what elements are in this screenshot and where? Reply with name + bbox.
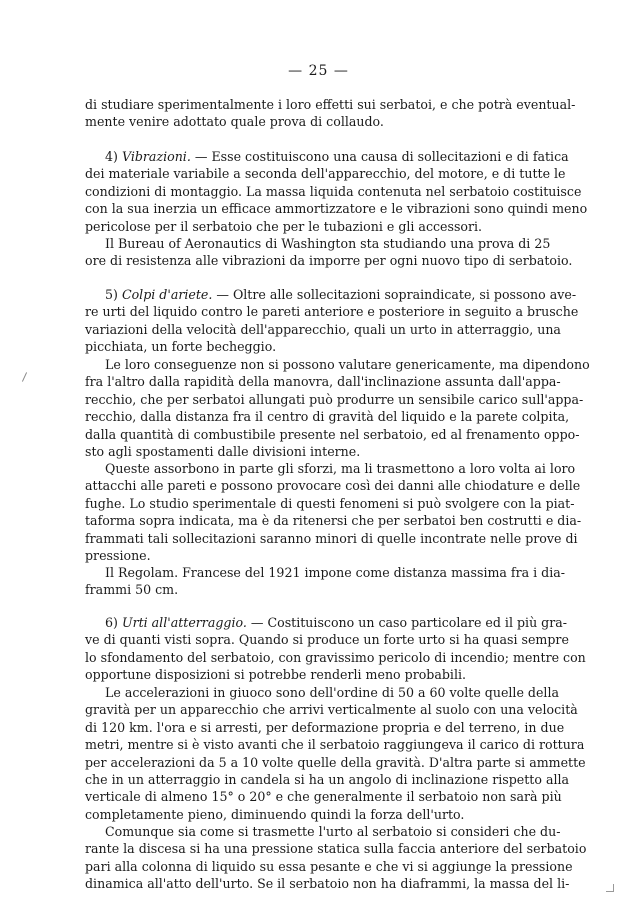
paragraph-conseguenze: [85, 356, 590, 460]
text-line: per accelerazioni da 5 a 10 volte quelle della gravità. D'altra parte si ammette: [85, 754, 586, 770]
paragraph-comunque: [85, 823, 587, 893]
section-heading-line: [85, 148, 569, 165]
section-heading-line: [85, 286, 577, 303]
text-line: recchio, che per serbatoi allungati può produrre un sensibile carico sull'appa-: [85, 391, 584, 407]
text-line: pressione.: [85, 548, 151, 564]
text-line: attacchi alle pareti e possono provocare così dei danni alle chiodature e delle: [85, 478, 581, 494]
margin-scan-mark: [22, 372, 27, 381]
text-line: condizioni di montaggio. La massa liquida contenuta nel serbatoio costituisce: [85, 183, 582, 199]
text-line: Il Regolam. Francese del 1921 impone come distanza massima fra i dia-: [105, 565, 565, 580]
text-line: metri, mentre si è visto avanti che il serbatoio raggiungeva il carico di rottura: [85, 737, 585, 753]
text-line: fra l'altro dalla rapidità della manovra, dall'inclinazione assunta dall'appa-: [85, 374, 561, 390]
page-number: — 25 —: [288, 63, 349, 79]
text-line: fughe. Lo studio sperimentale di questi fenomeni si può svolgere con la piat-: [85, 495, 575, 511]
text-line: di studiare sperimentalmente i loro effetti sui serbatoi, e che potrà eventual-: [85, 97, 576, 112]
section-heading-line: [85, 614, 568, 631]
text-line: dei materiale variabile a seconda dell'apparecchio, del motore, e di tutte le: [85, 166, 566, 182]
paragraph-regolam: [85, 564, 565, 599]
text-line: che in un atterraggio in candela si ha un angolo di inclinazione rispetto alla: [85, 772, 570, 788]
text-line: Queste assorbono in parte gli sforzi, ma li trasmettono a loro volta ai loro: [105, 461, 576, 476]
text-line: Le accelerazioni in giuoco sono dell'ordine di 50 a 60 volte quelle della: [105, 685, 559, 700]
text-line: recchio, dalla distanza fra il centro di gravità del liquido e la parete colpita,: [85, 409, 570, 425]
section-title: Vibrazioni.: [121, 149, 191, 164]
text-line: gravità per un apparecchio che arrivi verticalmente al suolo con una velocità: [85, 702, 578, 718]
paragraph-intro: [85, 96, 576, 131]
text-line: frammi 50 cm.: [85, 582, 179, 598]
text-line: Comunque sia come si trasmette l'urto al serbatoio si consideri che du-: [105, 824, 561, 839]
text-line: verticale di almeno 15° o 20° e che generalmente il serbatoio non sarà più: [85, 789, 562, 805]
text-line: ve di quanti visti sopra. Quando si produce un forte urto si ha quasi sempre: [85, 632, 569, 648]
corner-scan-mark: [606, 884, 614, 892]
text-line: re urti del liquido contro le pareti anteriore e posteriore in seguito a brusche: [85, 304, 579, 320]
heading-line-text: — Esse costituiscono una causa di sollecitazioni e di fatica: [194, 149, 569, 164]
paragraph-bureau: [85, 235, 573, 270]
text-line: dalla quantità di combustibile presente nel serbatoio, ed al frenamento oppo-: [85, 426, 580, 442]
text-line: frammati tali sollecitazioni saranno minori di quelle incontrate nelle prove di: [85, 530, 578, 546]
text-line: pericolose per il serbatoio che per le tubazioni e gli accessori.: [85, 218, 483, 234]
text-line: opportune disposizioni si potrebbe renderli meno probabili.: [85, 667, 467, 683]
text-line: di 120 km. l'ora e si arresti, per deformazione propria e del terreno, in due: [85, 719, 565, 735]
text-line: sto agli spostamenti dalle divisioni interne.: [85, 444, 361, 460]
paragraph-accelerazioni: [85, 684, 586, 823]
text-line: Le loro conseguenze non si possono valutare genericamente, ma dipendono: [105, 357, 590, 372]
text-line: variazioni della velocità dell'apparecchio, quali un urto in atterraggio, una: [85, 321, 561, 337]
text-line: pari alla colonna di liquido su essa pesante e che vi si aggiunge la pressione: [85, 858, 573, 874]
paragraph-colpi: [85, 286, 579, 356]
text-line: ore di resistenza alle vibrazioni da imporre per ogni nuovo tipo di serbatoio.: [85, 253, 573, 269]
text-line: rante la discesa si ha una pressione statica sulla faccia anteriore del serbatoio: [85, 841, 587, 857]
text-line: mente venire adottato quale prova di collaudo.: [85, 114, 384, 130]
text-line: taforma sopra indicata, ma è da ritenersi che per serbatoi ben costrutti e dia-: [85, 513, 582, 529]
paragraph-assorbono: [85, 460, 582, 564]
section-number: 5): [105, 287, 118, 302]
text-line: Il Bureau of Aeronautics di Washington sta studiando una prova di 25: [105, 236, 551, 251]
paragraph-vibrazioni: [85, 148, 588, 235]
heading-line-text: — Oltre alle sollecitazioni sopraindicate, si possono ave-: [216, 287, 577, 302]
text-line: dinamica all'atto dell'urto. Se il serbatoio non ha diaframmi, la massa del li-: [85, 876, 570, 892]
section-title: Colpi d'ariete.: [121, 287, 213, 302]
section-number: 4): [105, 149, 118, 164]
section-number: 6): [105, 615, 118, 630]
section-title: Urti all'atterraggio.: [121, 615, 247, 630]
heading-line-text: — Costituiscono un caso particolare ed il più gra-: [250, 615, 568, 630]
text-line: picchiata, un forte becheggio.: [85, 339, 277, 355]
text-line: con la sua inerzia un efficace ammortizzatore e le vibrazioni sono quindi meno: [85, 201, 588, 217]
text-line: completamente pieno, diminuendo quindi la forza dell'urto.: [85, 806, 465, 822]
text-line: lo sfondamento del serbatoio, con gravissimo pericolo di incendio; mentre con: [85, 649, 586, 665]
paragraph-urti: [85, 614, 586, 684]
